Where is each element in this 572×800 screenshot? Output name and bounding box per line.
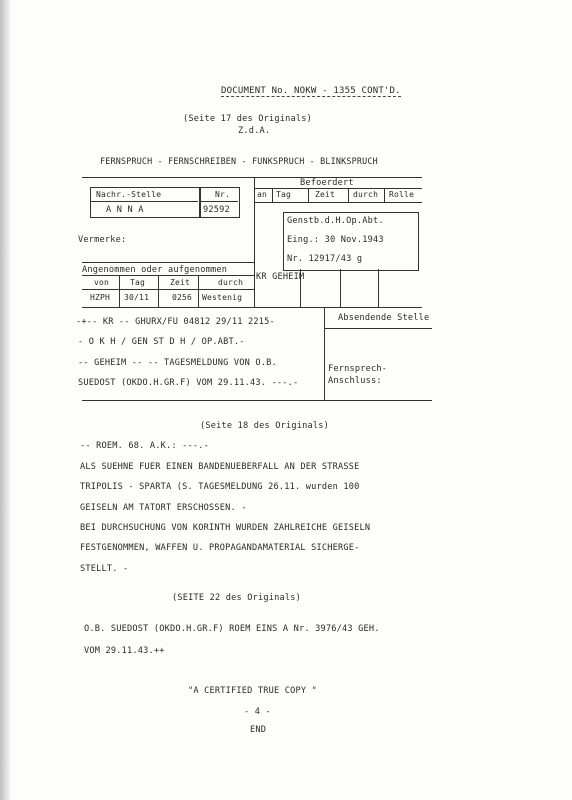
value-durch: Westenig — [202, 293, 243, 302]
page-reference-18: (Seite 18 des Originals) — [200, 421, 329, 431]
page-reference-22: (SEITE 22 des Originals) — [172, 593, 301, 603]
message1-line-2: - O K H / GEN ST D H / OP.ABT.- — [78, 337, 245, 347]
stamp-line-2: Eing.: 30 Nov.1943 — [287, 235, 384, 245]
col-divider-1 — [272, 188, 273, 202]
col-rolle: Rolle — [389, 190, 415, 199]
angenommen-label: Angenommen oder aufgenommen — [82, 265, 228, 275]
page-number: - 4 - — [244, 707, 271, 717]
zda-note: Z.d.A. — [238, 126, 271, 136]
absendende-divider — [324, 307, 325, 400]
stamp-line-3: Nr. 12917/43 g — [287, 254, 363, 264]
absendende-line — [324, 328, 432, 329]
kr-geheim-label: KR GEHEIM — [256, 272, 305, 282]
right-col-divider-2 — [340, 269, 341, 307]
angenommen-mid-line — [82, 289, 254, 290]
fernsprech-label-1: Fernsprech- — [328, 364, 388, 374]
vermerke-label: Vermerke: — [78, 235, 127, 245]
message1-line-3: -- GEHEIM -- -- TAGESMELDUNG VON O.B. — [78, 358, 277, 368]
certified-copy: "A CERTIFIED TRUE COPY " — [188, 686, 317, 696]
form-divider — [254, 177, 255, 212]
angenommen-top-line — [82, 262, 254, 263]
header-von: von — [94, 278, 110, 287]
right-col-divider-3 — [378, 269, 379, 307]
columns-bottom-line — [254, 202, 422, 203]
col-divider-3 — [348, 188, 349, 202]
nachr-stelle-value: A N N A — [106, 205, 144, 215]
nachr-stelle-label: Nachr.-Stelle — [96, 190, 162, 199]
col-durch: durch — [353, 190, 379, 199]
message1-line-1: -+-- KR -- GHURX/FU 04812 29/11 2215- — [76, 317, 275, 327]
angen-col-2 — [158, 275, 159, 307]
document-number: DOCUMENT No. NOKW - 1355 CONT'D. — [221, 86, 401, 96]
value-tag: 30/11 — [124, 293, 150, 302]
angen-col-3 — [198, 275, 199, 307]
message2-line-5: BEI DURCHSUCHUNG VON KORINTH WURDEN ZAHLREICHE GEISELN — [80, 523, 371, 533]
end-marker: END — [250, 725, 267, 735]
message2-line-6: FESTGENOMMEN, WAFFEN U. PROPAGANDAMATERIAL SICHERGE- — [80, 543, 360, 553]
value-von: HZPH — [90, 293, 111, 302]
page-edge-shadow — [0, 0, 10, 800]
form-top-line — [82, 177, 422, 178]
col-divider-2 — [308, 188, 309, 202]
stamp-line-1: Genstb.d.H.Op.Abt. — [287, 216, 384, 226]
form-divider-lower — [254, 212, 255, 307]
col-divider-4 — [384, 188, 385, 202]
nr-label: Nr. — [215, 190, 231, 199]
angenommen-header-line — [82, 275, 254, 276]
col-tag: Tag — [276, 190, 292, 199]
message2-line-7: STELLT. - — [80, 564, 129, 574]
col-zeit: Zeit — [315, 190, 336, 199]
message3-line-2: VOM 29.11.43.++ — [84, 646, 165, 656]
angen-col-1 — [119, 275, 120, 307]
befoerdert-line — [254, 188, 422, 189]
nr-value: 92592 — [203, 205, 230, 215]
nr-inner-line — [200, 201, 238, 202]
befoerdert-label: Befoerdert — [300, 178, 354, 188]
fernsprech-label-2: Anschluss: — [328, 376, 382, 386]
form-bottom-line — [82, 307, 422, 308]
message2-line-1: -- ROEM. 68. A.K.: ---.- — [80, 441, 209, 451]
message3-line-1: O.B. SUEDOST (OKDO.H.GR.F) ROEM EINS A Nr. 3976/43 GEH. — [84, 624, 380, 634]
message2-line-3: TRIPOLIS - SPARTA (S. TAGESMELDUNG 26.11. wurden 100 — [80, 482, 360, 492]
header-durch: durch — [218, 278, 244, 287]
nachr-inner-line — [90, 201, 198, 202]
page-reference-17: (Seite 17 des Originals) — [183, 114, 312, 124]
message-bottom-line — [82, 400, 432, 401]
message2-line-4: GEISELN AM TATORT ERSCHOSSEN. - — [80, 503, 247, 513]
col-an: an — [257, 190, 268, 199]
header-tag: Tag — [130, 278, 146, 287]
message2-line-2: ALS SUEHNE FUER EINEN BANDENUEBERFALL AN DER STRASSE — [80, 462, 360, 472]
value-zeit: 0256 — [172, 293, 193, 302]
message1-line-4: SUEDOST (OKDO.H.GR.F) VOM 29.11.43. ---.- — [78, 378, 299, 388]
message-types-line: FERNSPRUCH - FERNSCHREIBEN - FUNKSPRUCH - BLINKSPRUCH — [100, 156, 378, 166]
absendende-label: Absendende Stelle — [338, 313, 430, 323]
header-zeit: Zeit — [170, 278, 191, 287]
